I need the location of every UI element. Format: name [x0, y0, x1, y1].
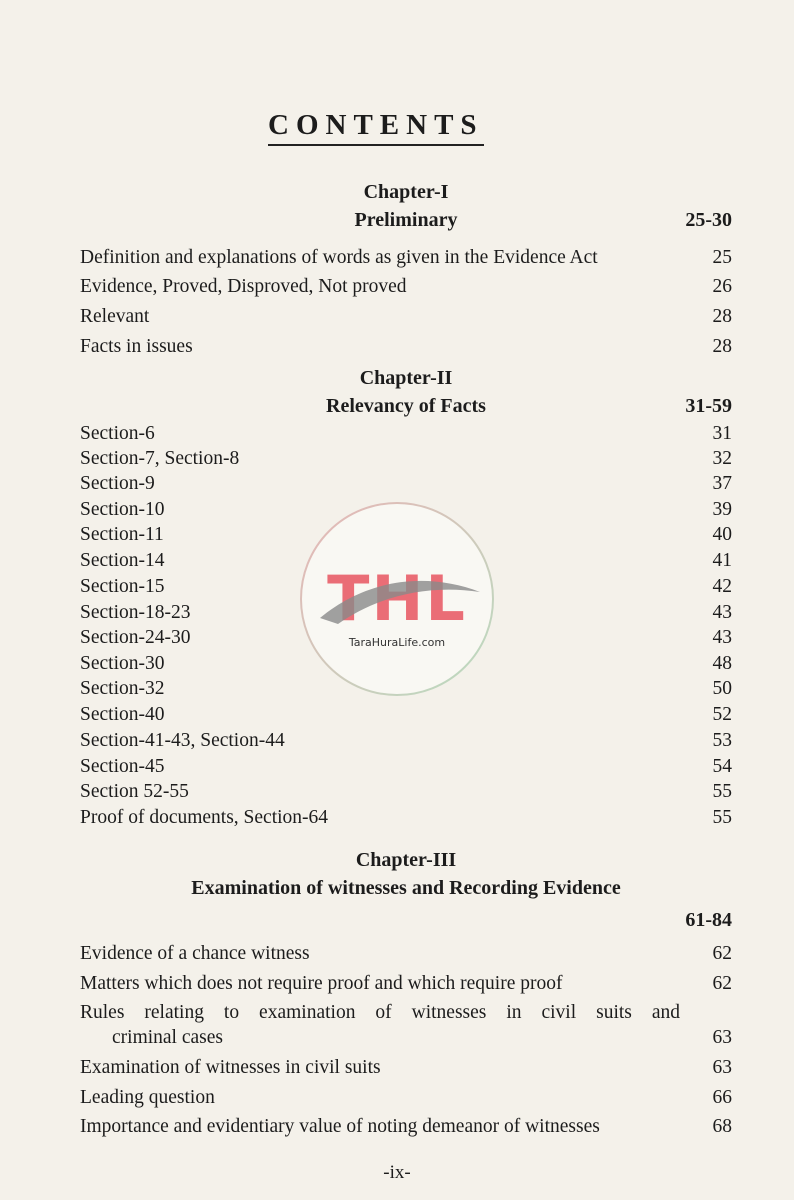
- entry-page: 68: [712, 1116, 732, 1137]
- entry-page: 42: [712, 576, 732, 597]
- entry-text: Relevant: [80, 306, 150, 327]
- entry-text-continued: criminal cases: [112, 1027, 223, 1048]
- chapter-pages: 31-59: [685, 395, 732, 417]
- entry-page: 52: [712, 704, 732, 725]
- entry-text: Section-11: [80, 524, 164, 545]
- entry-text: Section-30: [80, 653, 165, 674]
- page-title: CONTENTS: [268, 108, 484, 146]
- entry-page: 66: [712, 1087, 732, 1108]
- entry-text: Section-41-43, Section-44: [80, 730, 285, 751]
- entry-text: Proof of documents, Section-64: [80, 807, 329, 828]
- entry-page: 41: [712, 550, 732, 571]
- entry-page: 62: [712, 973, 732, 994]
- entry-text: Definition and explanations of words as given in the Evidence Act: [80, 247, 598, 268]
- entry-page: 63: [712, 1027, 732, 1048]
- toc-entry[interactable]: [80, 1000, 732, 1050]
- entry-text: Section-7, Section-8: [80, 448, 240, 469]
- entry-page: 28: [712, 336, 732, 357]
- entry-text: Importance and evidentiary value of noting demeanor of witnesses: [80, 1116, 600, 1137]
- chapter-number: Chapter-II: [359, 367, 453, 389]
- logo-site-text: TaraHuraLife.com: [348, 636, 446, 649]
- chapter-name: Preliminary: [354, 209, 458, 231]
- chapter-name: Examination of witnesses and Recording Evidence: [191, 877, 621, 899]
- entry-text: Section-45: [80, 756, 165, 777]
- entry-page: 55: [712, 781, 732, 802]
- entry-page: 31: [712, 423, 732, 444]
- entry-page: 25: [712, 247, 732, 268]
- entry-page: 37: [712, 473, 732, 494]
- logo-letters: THL: [327, 562, 467, 635]
- entry-text: Section-32: [80, 678, 165, 699]
- entry-text: Facts in issues: [80, 336, 193, 357]
- entry-text: Section-40: [80, 704, 165, 725]
- entry-page: 50: [712, 678, 732, 699]
- entry-text: Evidence, Proved, Disproved, Not proved: [80, 276, 407, 297]
- chapter-number: Chapter-I: [363, 181, 449, 203]
- chapter-heading: [80, 178, 732, 234]
- entry-page: 32: [712, 448, 732, 469]
- entry-page: 40: [712, 524, 732, 545]
- chapter-pages: 61-84: [685, 909, 732, 931]
- entry-text: Section-18-23: [80, 602, 191, 623]
- entry-text: Section-14: [80, 550, 165, 571]
- entry-text: Examination of witnesses in civil suits: [80, 1057, 381, 1078]
- entry-page: 43: [712, 602, 732, 623]
- entry-text: Evidence of a chance witness: [80, 943, 310, 964]
- entry-page: 28: [712, 306, 732, 327]
- entry-page: 55: [712, 807, 732, 828]
- entry-text: Section-6: [80, 423, 155, 444]
- entry-text: Matters which does not require proof and which require proof: [80, 973, 563, 994]
- page-number: -ix-: [383, 1162, 411, 1183]
- tarahuralife-logo: [298, 500, 496, 698]
- entry-page: 54: [712, 756, 732, 777]
- entry-text: Section-24-30: [80, 627, 191, 648]
- entry-text: Section-9: [80, 473, 155, 494]
- entry-page: 53: [712, 730, 732, 751]
- chapter-pages: 25-30: [685, 209, 732, 231]
- entry-page: 62: [712, 943, 732, 964]
- entry-text: Section 52-55: [80, 781, 189, 802]
- chapter-heading: [80, 846, 732, 934]
- entry-page: 63: [712, 1057, 732, 1078]
- chapter-heading: [80, 364, 732, 420]
- chapter-number: Chapter-III: [355, 849, 457, 871]
- entry-page: 48: [712, 653, 732, 674]
- entry-text: Section-10: [80, 499, 165, 520]
- entry-text: Section-15: [80, 576, 165, 597]
- entry-text: Leading question: [80, 1087, 215, 1108]
- chapter-name: Relevancy of Facts: [326, 395, 486, 417]
- entry-page: 39: [712, 499, 732, 520]
- entry-page: 43: [712, 627, 732, 648]
- entry-text: Rules relating to examination of witnesses in civil suits and: [80, 1002, 680, 1023]
- entry-page: 26: [712, 276, 732, 297]
